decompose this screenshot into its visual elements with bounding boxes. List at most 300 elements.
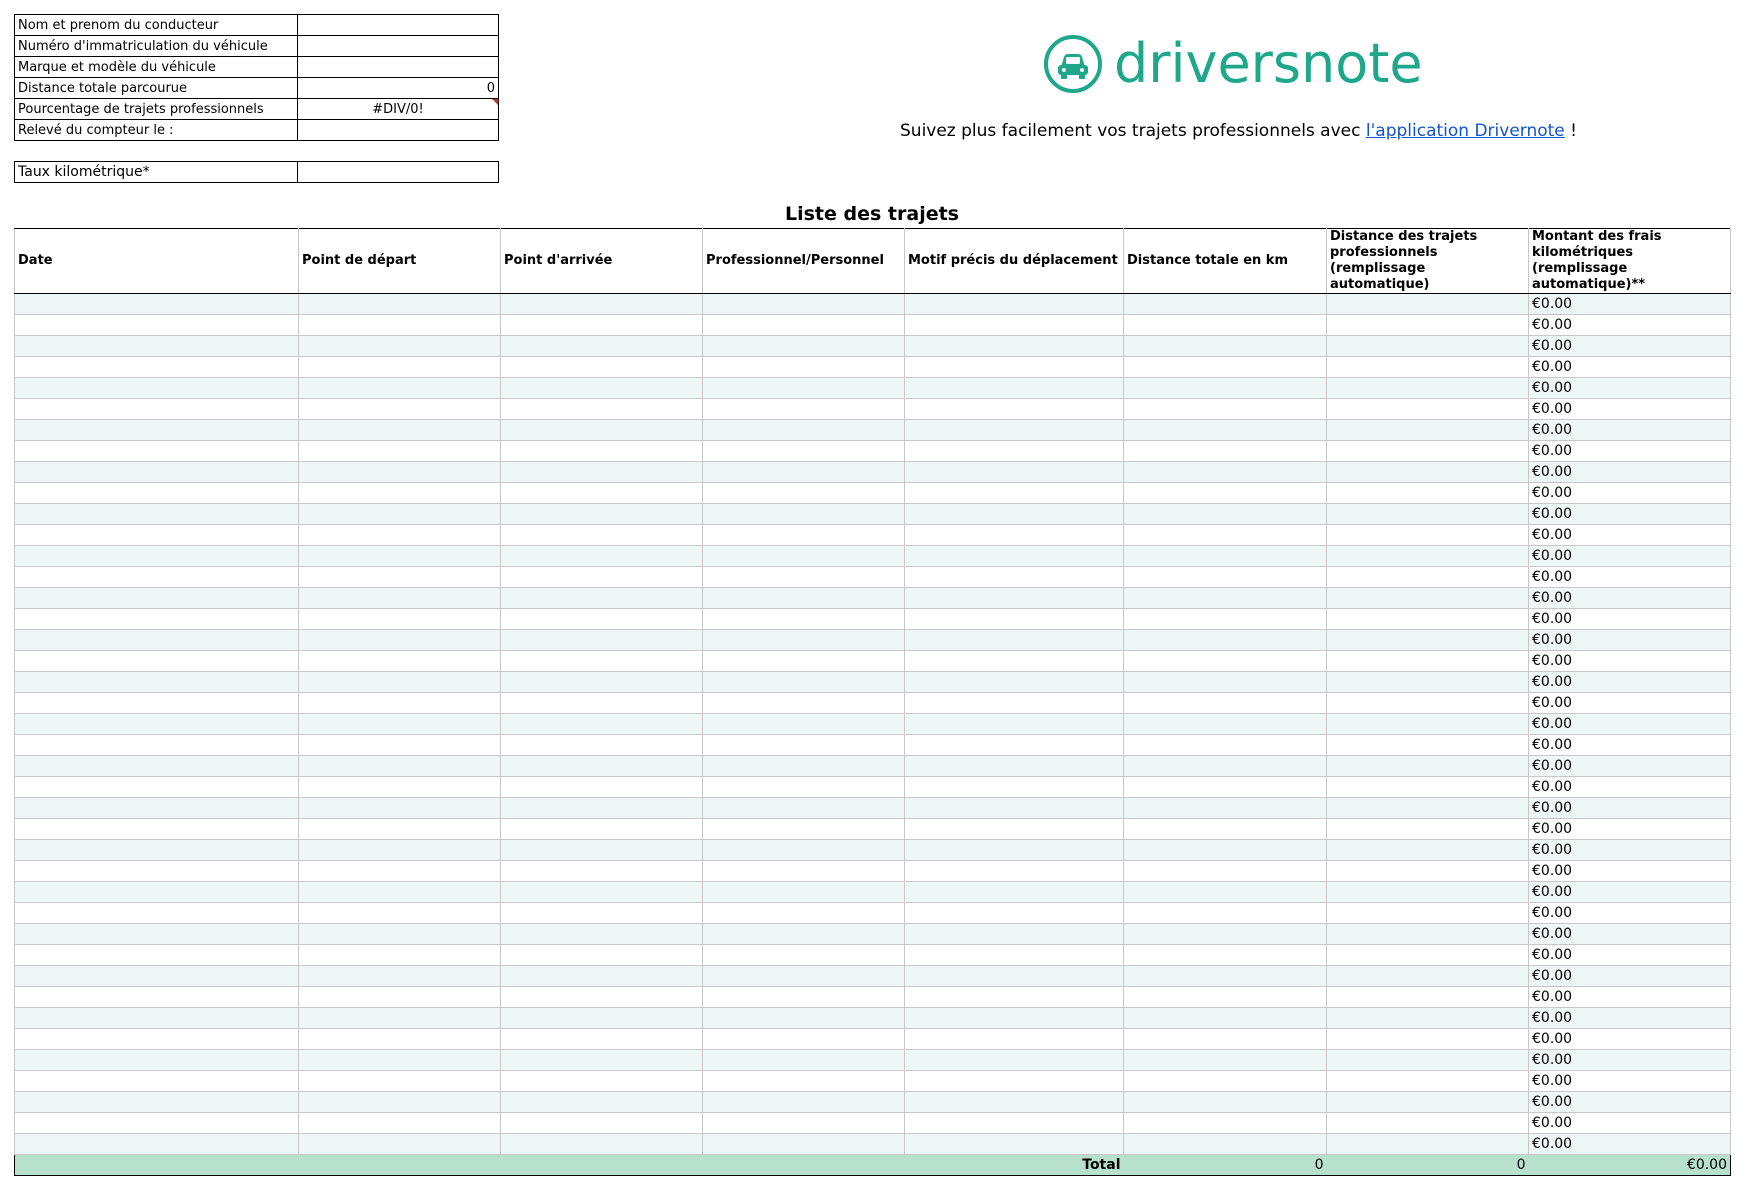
trip-cell[interactable]	[703, 798, 905, 819]
trip-cell[interactable]	[1327, 483, 1529, 504]
trip-cell[interactable]	[15, 567, 299, 588]
amount-cell[interactable]: €0.00	[1529, 840, 1731, 861]
app-link[interactable]: l'application Drivernote	[1365, 121, 1565, 141]
trip-cell[interactable]	[1327, 672, 1529, 693]
trip-cell[interactable]	[299, 483, 501, 504]
amount-cell[interactable]: €0.00	[1529, 777, 1731, 798]
trip-cell[interactable]	[501, 630, 703, 651]
trip-cell[interactable]	[703, 903, 905, 924]
amount-cell[interactable]: €0.00	[1529, 819, 1731, 840]
trip-cell[interactable]	[703, 546, 905, 567]
trip-cell[interactable]	[501, 693, 703, 714]
trip-cell[interactable]	[299, 1071, 501, 1092]
trip-cell[interactable]	[703, 756, 905, 777]
trip-cell[interactable]	[905, 924, 1124, 945]
trip-cell[interactable]	[501, 840, 703, 861]
comment-indicator[interactable]	[492, 99, 498, 105]
trip-cell[interactable]	[1327, 588, 1529, 609]
trip-cell[interactable]	[15, 924, 299, 945]
trip-cell[interactable]	[1327, 567, 1529, 588]
trip-cell[interactable]	[703, 882, 905, 903]
trip-cell[interactable]	[501, 420, 703, 441]
trip-cell[interactable]	[703, 1071, 905, 1092]
trip-cell[interactable]	[1327, 357, 1529, 378]
trip-cell[interactable]	[905, 1071, 1124, 1092]
trip-cell[interactable]	[299, 315, 501, 336]
trip-cell[interactable]	[501, 609, 703, 630]
trip-cell[interactable]	[1124, 336, 1327, 357]
trip-cell[interactable]	[299, 588, 501, 609]
trip-cell[interactable]	[15, 315, 299, 336]
trip-cell[interactable]	[299, 378, 501, 399]
trip-cell[interactable]	[1327, 693, 1529, 714]
trip-cell[interactable]	[905, 651, 1124, 672]
trip-cell[interactable]	[299, 903, 501, 924]
trip-cell[interactable]	[15, 588, 299, 609]
amount-cell[interactable]: €0.00	[1529, 924, 1731, 945]
trip-cell[interactable]	[905, 294, 1124, 315]
trip-cell[interactable]	[15, 1071, 299, 1092]
trip-cell[interactable]	[501, 378, 703, 399]
trip-cell[interactable]	[1327, 378, 1529, 399]
trip-cell[interactable]	[501, 357, 703, 378]
trip-cell[interactable]	[703, 819, 905, 840]
trip-cell[interactable]	[1327, 546, 1529, 567]
amount-cell[interactable]: €0.00	[1529, 987, 1731, 1008]
trip-cell[interactable]	[1327, 315, 1529, 336]
trip-cell[interactable]	[501, 336, 703, 357]
trip-cell[interactable]	[299, 504, 501, 525]
trip-cell[interactable]	[1124, 1029, 1327, 1050]
trip-cell[interactable]	[1124, 1008, 1327, 1029]
amount-cell[interactable]: €0.00	[1529, 399, 1731, 420]
trip-cell[interactable]	[703, 735, 905, 756]
amount-cell[interactable]: €0.00	[1529, 546, 1731, 567]
trip-cell[interactable]	[1327, 924, 1529, 945]
trip-cell[interactable]	[703, 588, 905, 609]
trip-cell[interactable]	[15, 546, 299, 567]
trip-cell[interactable]	[1124, 1134, 1327, 1155]
trip-cell[interactable]	[15, 378, 299, 399]
trip-cell[interactable]	[15, 1029, 299, 1050]
trip-cell[interactable]	[501, 903, 703, 924]
trip-cell[interactable]	[1124, 1113, 1327, 1134]
trip-cell[interactable]	[501, 714, 703, 735]
trip-cell[interactable]	[703, 1092, 905, 1113]
trip-cell[interactable]	[905, 399, 1124, 420]
trip-cell[interactable]	[15, 1008, 299, 1029]
info-value-cell[interactable]	[298, 15, 499, 36]
trip-cell[interactable]	[905, 840, 1124, 861]
trip-cell[interactable]	[703, 714, 905, 735]
trip-cell[interactable]	[905, 1029, 1124, 1050]
trip-cell[interactable]	[501, 1134, 703, 1155]
trip-cell[interactable]	[905, 798, 1124, 819]
trip-cell[interactable]	[1327, 1092, 1529, 1113]
trip-cell[interactable]	[299, 882, 501, 903]
info-value-cell[interactable]	[298, 57, 499, 78]
trip-cell[interactable]	[501, 1050, 703, 1071]
trip-cell[interactable]	[703, 987, 905, 1008]
trip-cell[interactable]	[1327, 798, 1529, 819]
trip-cell[interactable]	[15, 399, 299, 420]
trip-cell[interactable]	[703, 1029, 905, 1050]
trip-cell[interactable]	[703, 672, 905, 693]
trip-cell[interactable]	[501, 462, 703, 483]
trip-cell[interactable]	[1327, 525, 1529, 546]
trip-cell[interactable]	[299, 945, 501, 966]
trip-cell[interactable]	[1124, 630, 1327, 651]
trip-cell[interactable]	[703, 693, 905, 714]
trip-cell[interactable]	[1327, 1029, 1529, 1050]
trip-cell[interactable]	[1327, 777, 1529, 798]
trip-cell[interactable]	[299, 735, 501, 756]
trip-cell[interactable]	[905, 567, 1124, 588]
trip-cell[interactable]	[15, 357, 299, 378]
trip-cell[interactable]	[703, 840, 905, 861]
trip-cell[interactable]	[501, 924, 703, 945]
trip-cell[interactable]	[1124, 588, 1327, 609]
trip-cell[interactable]	[501, 315, 703, 336]
trip-cell[interactable]	[501, 756, 703, 777]
trip-cell[interactable]	[1124, 546, 1327, 567]
trip-cell[interactable]	[1124, 945, 1327, 966]
trip-cell[interactable]	[15, 945, 299, 966]
trip-cell[interactable]	[905, 693, 1124, 714]
trip-cell[interactable]	[905, 504, 1124, 525]
trip-cell[interactable]	[703, 483, 905, 504]
trip-cell[interactable]	[299, 630, 501, 651]
trip-cell[interactable]	[703, 462, 905, 483]
trip-cell[interactable]	[1124, 672, 1327, 693]
trip-cell[interactable]	[501, 294, 703, 315]
trip-cell[interactable]	[1124, 903, 1327, 924]
trip-cell[interactable]	[299, 567, 501, 588]
trip-cell[interactable]	[1124, 735, 1327, 756]
amount-cell[interactable]: €0.00	[1529, 693, 1731, 714]
amount-cell[interactable]: €0.00	[1529, 567, 1731, 588]
trip-cell[interactable]	[299, 1029, 501, 1050]
trip-cell[interactable]	[1124, 609, 1327, 630]
trip-cell[interactable]	[1124, 651, 1327, 672]
trip-cell[interactable]	[905, 462, 1124, 483]
trip-cell[interactable]	[15, 756, 299, 777]
trip-cell[interactable]	[905, 672, 1124, 693]
trip-cell[interactable]	[1327, 462, 1529, 483]
trip-cell[interactable]	[703, 777, 905, 798]
amount-cell[interactable]: €0.00	[1529, 1029, 1731, 1050]
trip-cell[interactable]	[1124, 567, 1327, 588]
trip-cell[interactable]	[299, 399, 501, 420]
trip-cell[interactable]	[1327, 420, 1529, 441]
trip-cell[interactable]	[501, 861, 703, 882]
trip-cell[interactable]	[299, 672, 501, 693]
trip-cell[interactable]	[501, 588, 703, 609]
amount-cell[interactable]: €0.00	[1529, 861, 1731, 882]
trip-cell[interactable]	[15, 840, 299, 861]
trip-cell[interactable]	[15, 882, 299, 903]
trip-cell[interactable]	[1124, 1050, 1327, 1071]
trip-cell[interactable]	[1124, 798, 1327, 819]
trip-cell[interactable]	[15, 798, 299, 819]
amount-cell[interactable]: €0.00	[1529, 294, 1731, 315]
trip-cell[interactable]	[703, 399, 905, 420]
trip-cell[interactable]	[501, 567, 703, 588]
trip-cell[interactable]	[501, 525, 703, 546]
trip-cell[interactable]	[501, 1113, 703, 1134]
trip-cell[interactable]	[703, 966, 905, 987]
trip-cell[interactable]	[703, 609, 905, 630]
amount-cell[interactable]: €0.00	[1529, 588, 1731, 609]
trip-cell[interactable]	[299, 1050, 501, 1071]
trip-cell[interactable]	[703, 630, 905, 651]
trip-cell[interactable]	[501, 882, 703, 903]
trip-cell[interactable]	[15, 504, 299, 525]
trip-cell[interactable]	[703, 651, 905, 672]
trip-cell[interactable]	[703, 525, 905, 546]
trip-cell[interactable]	[299, 441, 501, 462]
trip-cell[interactable]	[501, 1029, 703, 1050]
trip-cell[interactable]	[501, 798, 703, 819]
trip-cell[interactable]	[299, 525, 501, 546]
trip-cell[interactable]	[299, 336, 501, 357]
trip-cell[interactable]	[15, 903, 299, 924]
trip-cell[interactable]	[299, 1092, 501, 1113]
trip-cell[interactable]	[1327, 756, 1529, 777]
trip-cell[interactable]	[501, 483, 703, 504]
trip-cell[interactable]	[905, 819, 1124, 840]
trip-cell[interactable]	[501, 651, 703, 672]
amount-cell[interactable]: €0.00	[1529, 1092, 1731, 1113]
trip-cell[interactable]	[15, 483, 299, 504]
trip-cell[interactable]	[15, 861, 299, 882]
amount-cell[interactable]: €0.00	[1529, 441, 1731, 462]
trip-cell[interactable]	[299, 819, 501, 840]
trip-cell[interactable]	[1124, 987, 1327, 1008]
trip-cell[interactable]	[501, 819, 703, 840]
trip-cell[interactable]	[703, 378, 905, 399]
trip-cell[interactable]	[15, 441, 299, 462]
amount-cell[interactable]: €0.00	[1529, 1050, 1731, 1071]
trip-cell[interactable]	[299, 462, 501, 483]
trip-cell[interactable]	[1124, 714, 1327, 735]
trip-cell[interactable]	[1124, 819, 1327, 840]
trip-cell[interactable]	[1327, 987, 1529, 1008]
trip-cell[interactable]	[1124, 315, 1327, 336]
trip-cell[interactable]	[905, 630, 1124, 651]
trip-cell[interactable]	[501, 441, 703, 462]
trip-cell[interactable]	[1124, 1071, 1327, 1092]
trip-cell[interactable]	[1327, 630, 1529, 651]
trip-cell[interactable]	[1124, 882, 1327, 903]
info-value-cell[interactable]: #DIV/0!	[298, 99, 499, 120]
trip-cell[interactable]	[501, 399, 703, 420]
trip-cell[interactable]	[905, 588, 1124, 609]
trip-cell[interactable]	[905, 357, 1124, 378]
trip-cell[interactable]	[1327, 840, 1529, 861]
trip-cell[interactable]	[1327, 966, 1529, 987]
trip-cell[interactable]	[905, 420, 1124, 441]
trip-cell[interactable]	[703, 420, 905, 441]
trip-cell[interactable]	[501, 546, 703, 567]
trip-cell[interactable]	[299, 357, 501, 378]
trip-cell[interactable]	[299, 651, 501, 672]
trip-cell[interactable]	[703, 441, 905, 462]
trip-cell[interactable]	[299, 420, 501, 441]
trip-cell[interactable]	[15, 1113, 299, 1134]
trip-cell[interactable]	[703, 861, 905, 882]
trip-cell[interactable]	[905, 483, 1124, 504]
amount-cell[interactable]: €0.00	[1529, 1113, 1731, 1134]
trip-cell[interactable]	[1327, 861, 1529, 882]
trip-cell[interactable]	[1327, 735, 1529, 756]
trip-cell[interactable]	[1327, 882, 1529, 903]
trip-cell[interactable]	[703, 945, 905, 966]
trip-cell[interactable]	[905, 966, 1124, 987]
trip-cell[interactable]	[1124, 525, 1327, 546]
amount-cell[interactable]: €0.00	[1529, 714, 1731, 735]
trip-cell[interactable]	[1124, 861, 1327, 882]
trip-cell[interactable]	[299, 840, 501, 861]
trip-cell[interactable]	[501, 1092, 703, 1113]
trip-cell[interactable]	[905, 441, 1124, 462]
trip-cell[interactable]	[905, 315, 1124, 336]
trip-cell[interactable]	[1124, 840, 1327, 861]
trip-cell[interactable]	[703, 357, 905, 378]
trip-cell[interactable]	[905, 1092, 1124, 1113]
trip-cell[interactable]	[1327, 1050, 1529, 1071]
trip-cell[interactable]	[15, 1050, 299, 1071]
amount-cell[interactable]: €0.00	[1529, 525, 1731, 546]
trip-cell[interactable]	[15, 987, 299, 1008]
trip-cell[interactable]	[1124, 966, 1327, 987]
trip-cell[interactable]	[1327, 441, 1529, 462]
trip-cell[interactable]	[703, 336, 905, 357]
trip-cell[interactable]	[1124, 294, 1327, 315]
trip-cell[interactable]	[1327, 294, 1529, 315]
trip-cell[interactable]	[1327, 336, 1529, 357]
trip-cell[interactable]	[15, 819, 299, 840]
amount-cell[interactable]: €0.00	[1529, 315, 1731, 336]
trip-cell[interactable]	[1327, 1008, 1529, 1029]
trip-cell[interactable]	[703, 1113, 905, 1134]
trip-cell[interactable]	[1124, 357, 1327, 378]
trip-cell[interactable]	[905, 336, 1124, 357]
amount-cell[interactable]: €0.00	[1529, 1071, 1731, 1092]
amount-cell[interactable]: €0.00	[1529, 903, 1731, 924]
trip-cell[interactable]	[703, 567, 905, 588]
trip-cell[interactable]	[15, 525, 299, 546]
trip-cell[interactable]	[1327, 504, 1529, 525]
trip-cell[interactable]	[905, 735, 1124, 756]
trip-cell[interactable]	[15, 609, 299, 630]
trip-cell[interactable]	[15, 630, 299, 651]
trip-cell[interactable]	[905, 1113, 1124, 1134]
trip-cell[interactable]	[15, 651, 299, 672]
trip-cell[interactable]	[1327, 903, 1529, 924]
trip-cell[interactable]	[1327, 945, 1529, 966]
trip-cell[interactable]	[1327, 1071, 1529, 1092]
trip-cell[interactable]	[905, 861, 1124, 882]
trip-cell[interactable]	[501, 1071, 703, 1092]
trip-cell[interactable]	[905, 1134, 1124, 1155]
trip-cell[interactable]	[299, 966, 501, 987]
trip-cell[interactable]	[1124, 777, 1327, 798]
trip-cell[interactable]	[1327, 609, 1529, 630]
trip-cell[interactable]	[501, 1008, 703, 1029]
trip-cell[interactable]	[15, 777, 299, 798]
info-value-cell[interactable]	[298, 120, 499, 141]
info-value-cell[interactable]: 0	[298, 78, 499, 99]
trip-cell[interactable]	[299, 609, 501, 630]
amount-cell[interactable]: €0.00	[1529, 1008, 1731, 1029]
trip-cell[interactable]	[905, 882, 1124, 903]
trip-cell[interactable]	[501, 504, 703, 525]
trip-cell[interactable]	[905, 987, 1124, 1008]
trip-cell[interactable]	[299, 714, 501, 735]
rate-value-cell[interactable]	[298, 162, 499, 183]
trip-cell[interactable]	[1124, 924, 1327, 945]
trip-cell[interactable]	[15, 735, 299, 756]
trip-cell[interactable]	[905, 756, 1124, 777]
trip-cell[interactable]	[703, 924, 905, 945]
trip-cell[interactable]	[1327, 1134, 1529, 1155]
trip-cell[interactable]	[299, 756, 501, 777]
amount-cell[interactable]: €0.00	[1529, 336, 1731, 357]
trip-cell[interactable]	[905, 1050, 1124, 1071]
trip-cell[interactable]	[905, 546, 1124, 567]
trip-cell[interactable]	[703, 504, 905, 525]
trip-cell[interactable]	[1124, 693, 1327, 714]
amount-cell[interactable]: €0.00	[1529, 609, 1731, 630]
trip-cell[interactable]	[1327, 399, 1529, 420]
trip-cell[interactable]	[905, 525, 1124, 546]
trip-cell[interactable]	[1327, 1113, 1529, 1134]
amount-cell[interactable]: €0.00	[1529, 630, 1731, 651]
trip-cell[interactable]	[299, 1113, 501, 1134]
amount-cell[interactable]: €0.00	[1529, 483, 1731, 504]
trip-cell[interactable]	[1327, 714, 1529, 735]
amount-cell[interactable]: €0.00	[1529, 735, 1731, 756]
trip-cell[interactable]	[905, 714, 1124, 735]
amount-cell[interactable]: €0.00	[1529, 357, 1731, 378]
trip-cell[interactable]	[703, 1134, 905, 1155]
trip-cell[interactable]	[905, 903, 1124, 924]
trip-cell[interactable]	[299, 861, 501, 882]
trip-cell[interactable]	[299, 777, 501, 798]
trip-cell[interactable]	[299, 798, 501, 819]
amount-cell[interactable]: €0.00	[1529, 756, 1731, 777]
trip-cell[interactable]	[1124, 378, 1327, 399]
trip-cell[interactable]	[501, 672, 703, 693]
amount-cell[interactable]: €0.00	[1529, 651, 1731, 672]
trip-cell[interactable]	[15, 462, 299, 483]
trip-cell[interactable]	[703, 315, 905, 336]
trip-cell[interactable]	[703, 294, 905, 315]
trip-cell[interactable]	[501, 735, 703, 756]
trip-cell[interactable]	[299, 546, 501, 567]
amount-cell[interactable]: €0.00	[1529, 462, 1731, 483]
trip-cell[interactable]	[1124, 1092, 1327, 1113]
trip-cell[interactable]	[501, 987, 703, 1008]
trip-cell[interactable]	[1124, 483, 1327, 504]
amount-cell[interactable]: €0.00	[1529, 798, 1731, 819]
trip-cell[interactable]	[299, 924, 501, 945]
trip-cell[interactable]	[905, 945, 1124, 966]
trip-cell[interactable]	[905, 609, 1124, 630]
trip-cell[interactable]	[1327, 819, 1529, 840]
trip-cell[interactable]	[501, 777, 703, 798]
